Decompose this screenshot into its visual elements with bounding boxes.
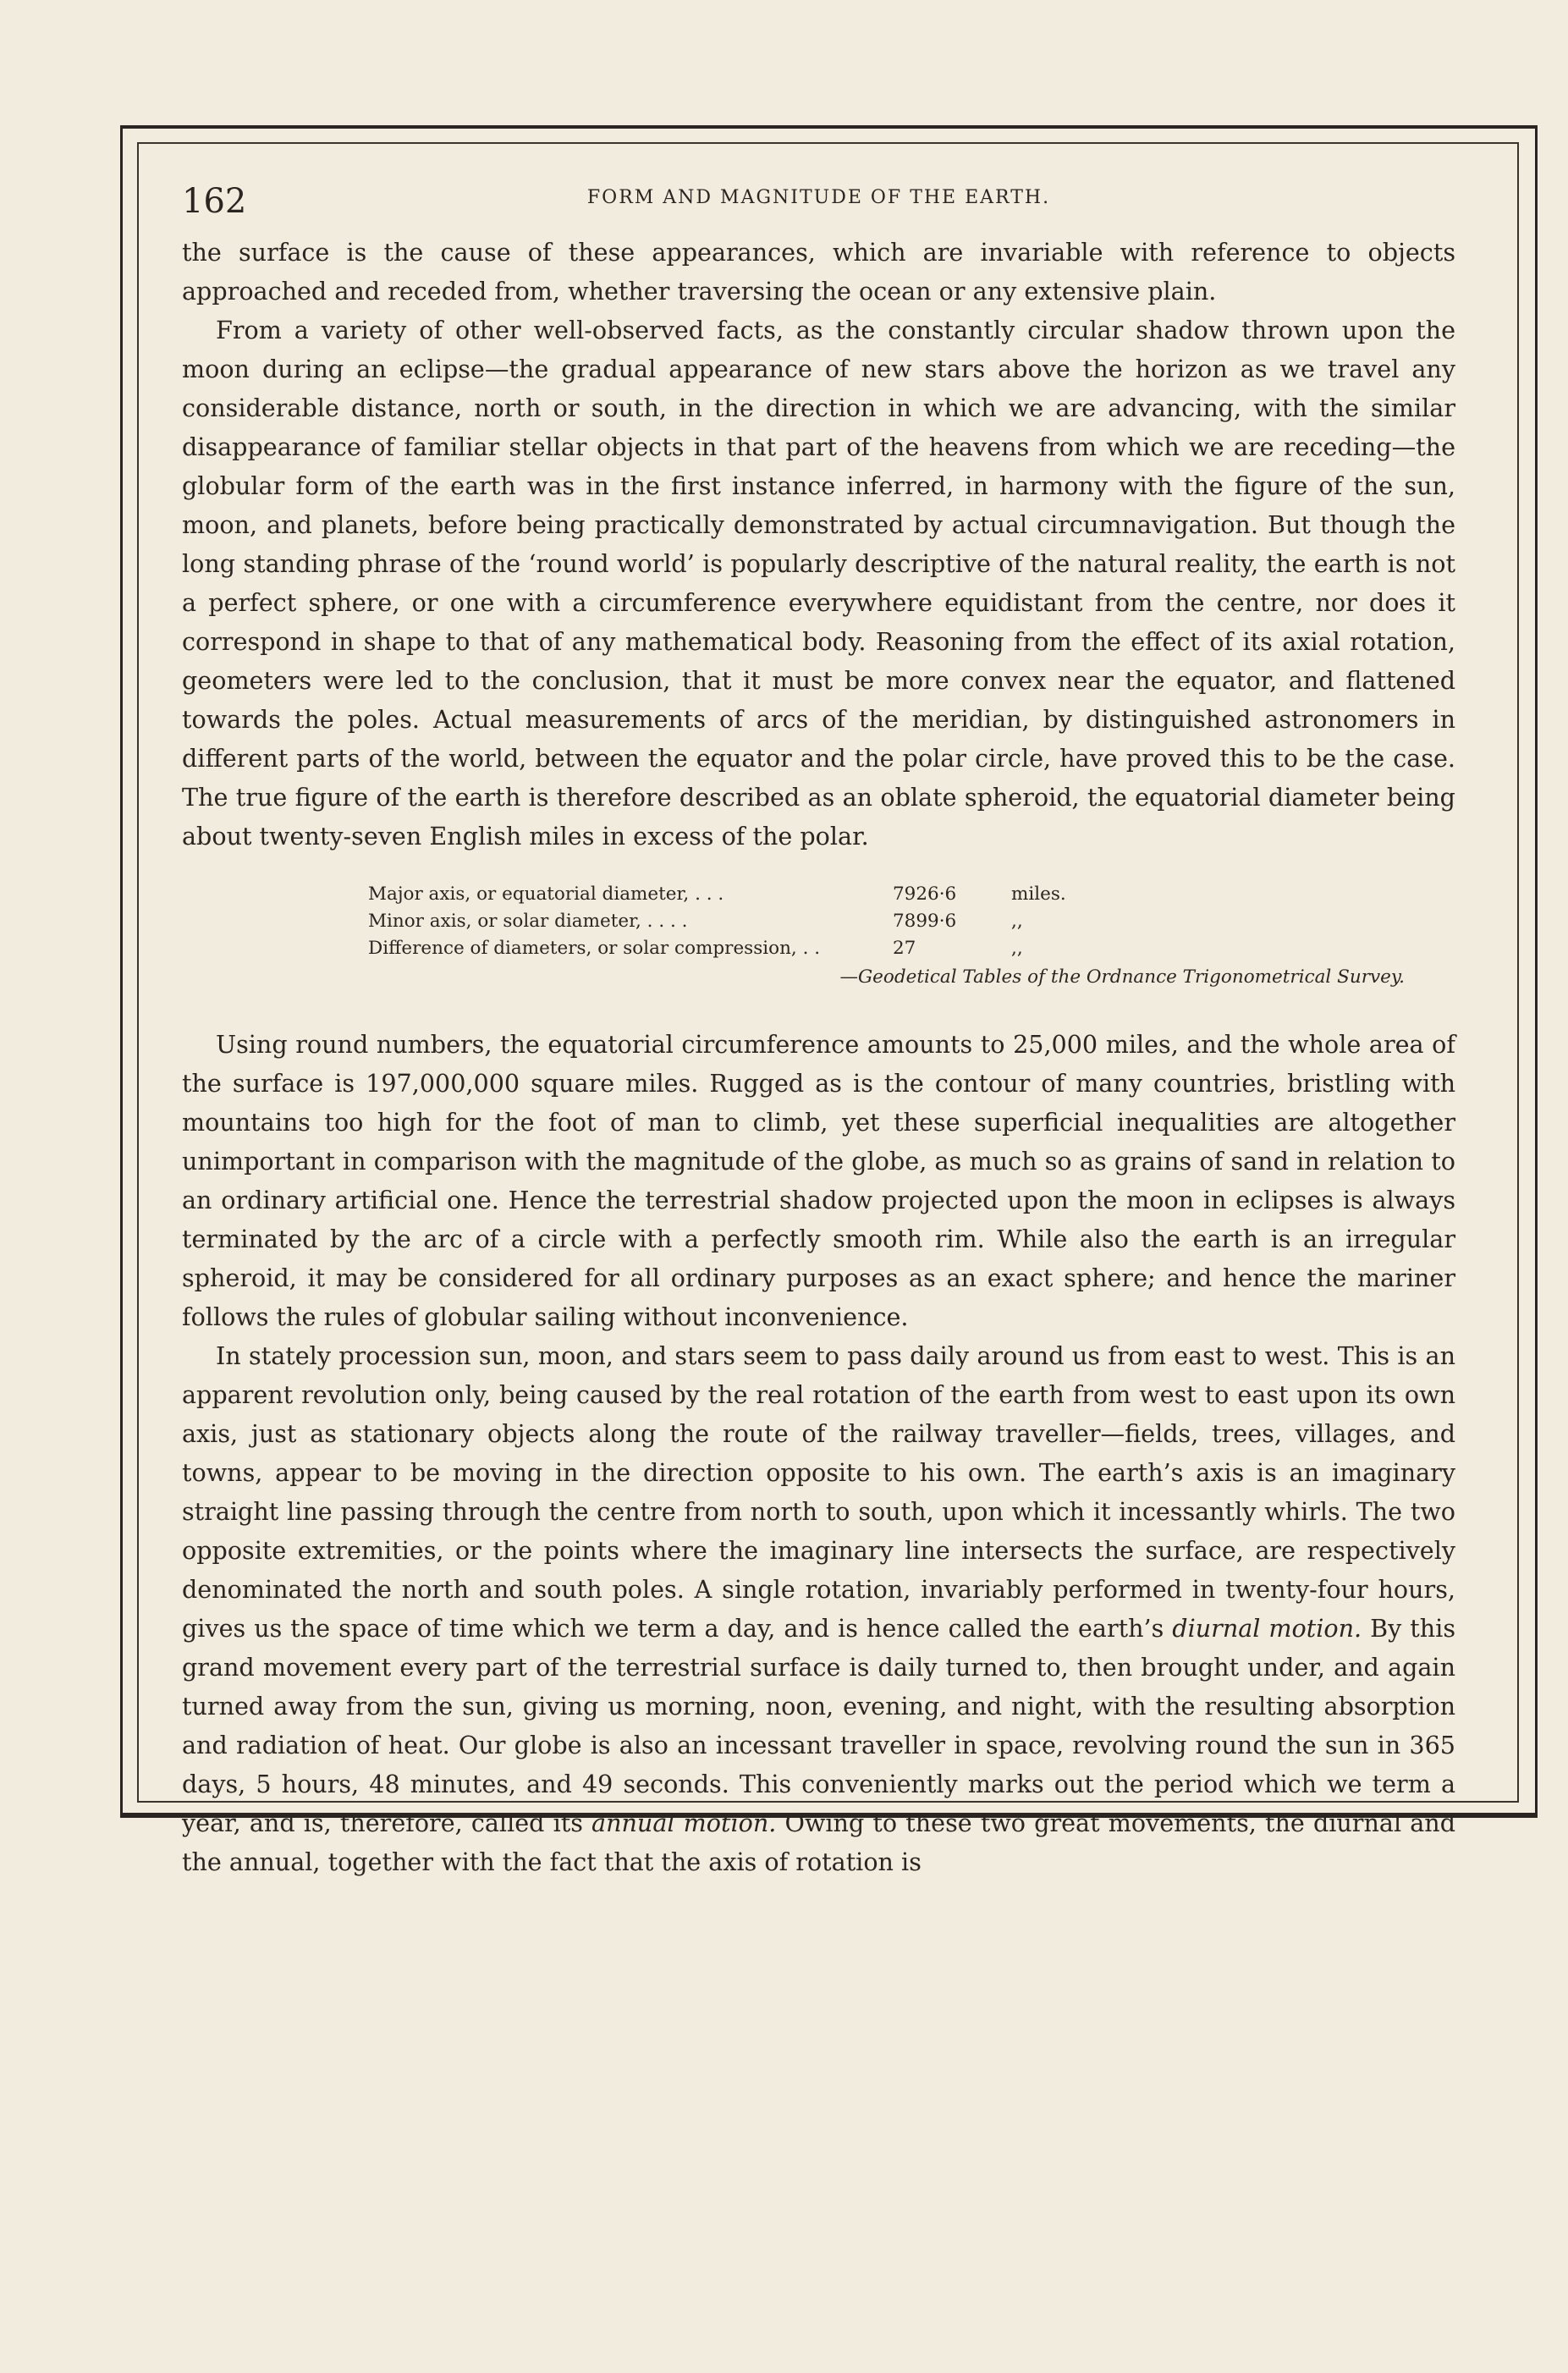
- paragraph-4: [182, 1336, 1455, 1881]
- spacer: [182, 999, 1455, 1025]
- paragraph-3: Using round numbers, the equatorial circumference amounts to 25,000 miles, and the whole area of the surface is 197,000,000 square miles. Rugged as is the contour of many countries, bristling with mountains too high for the foot of man to climb, yet these superficial inequalities are altogether unimportant in comparison with the magnitude of the globe, as much so as grains of sand in relation to an ordinary artificial one. Hence the terrestrial shadow projected upon the moon in eclipses is always terminated by the arc of a circle with a perfectly smooth rim. While also the earth is an irregular spheroid, it may be considered for all ordinary purposes as an exact sphere; and hence the mariner follows the rules of globular sailing without inconvenience.: [182, 1030, 1455, 1331]
- paragraph-2: From a variety of other well-observed facts, as the constantly circular shadow thrown upon the moon during an eclipse—the gradual appearance of new stars above the horizon as we travel any considerable distance, north or south, in the direction in which we are advancing, with the similar disappearance of familiar stellar objects in that part of the heavens from which we are receding—the globular form of the earth was in the first instance inferred, in harmony with the figure of the sun, moon, and planets, before being practically demonstrated by actual circumnavigation. But though the long standing phrase of the ‘round world’ is popularly descriptive of the natural reality, the earth is not a perfect sphere, or one with a circumference everywhere equidistant from the centre, nor does it correspond in shape to that of any mathematical body. Reasoning from the effect of its axial rotation, geometers were led to the conclusion, that it must be more convex near the equator, and flattened towards the poles. Actual measurements of arcs of the meridian, by distinguished astronomers in different parts of the world, between the equator and the polar circle, have proved this to be the case. The true figure of the earth is therefore described as an oblate spheroid, the equatorial diameter being about twenty-seven English miles in excess of the polar.: [182, 316, 1455, 851]
- row-label: Minor axis, or solar diameter, . . . .: [368, 911, 688, 932]
- row-unit: ,,: [1011, 938, 1023, 959]
- table-row: [368, 881, 1430, 908]
- running-title: FORM AND MAGNITUDE OF THE EARTH.: [586, 187, 1051, 208]
- term-diurnal-motion: diurnal motion.: [1172, 1614, 1362, 1643]
- paragraph-4-text-b: By this grand movement every part of the terrestrial surface is daily turned to, then brought under, and again turned away from the sun, giving us morning, noon, evening, and night, with the resulting absorption and radiation of heat. Our globe is also an incessant traveller in space, revolving round the sun in 365 days, 5 hours, 48 minutes, and 49 seconds. This conveniently marks out the period which we term a year, and is, therefore, called its: [182, 1614, 1455, 1837]
- row-value: 7899·6: [893, 911, 957, 932]
- row-unit: miles.: [1011, 884, 1066, 905]
- page-number: 162: [182, 182, 247, 221]
- table-row: [368, 935, 1430, 962]
- paragraph-1: the surface is the cause of these appearances, which are invariable with reference to objects approached and receded from, whether traversing the ocean or any extensive plain.: [182, 238, 1455, 306]
- paragraph-4-text-a: In stately procession sun, moon, and stars seem to pass daily around us from east to west. This is an apparent revolution only, being caused by the real rotation of the earth from west to east upon its own axis, just as stationary objects along the route of the railway traveller—fields, trees, villages, and towns, appear to be moving in the direction opposite to his own. The earth’s axis is an imaginary straight line passing through the centre from north to south, upon which it incessantly whirls. The two opposite extremities, or the points where the imaginary line intersects the surface, are respectively denominated the north and south poles. A single rotation, invariably performed in twenty-four hours, gives us the space of time which we term a day, and is hence called the earth’s: [182, 1341, 1455, 1643]
- measurements-table: [182, 881, 1455, 991]
- running-head: [182, 173, 1455, 233]
- row-label: Difference of diameters, or solar compression, . .: [368, 938, 821, 959]
- paragraph-4-text-c: Owing to these two great movements, the diurnal and the annual, together with the fact that the axis of rotation is: [182, 1809, 1455, 1876]
- table-source: —Geodetical Tables of the Ordnance Trigonometrical Survey.: [839, 966, 1405, 988]
- row-value: 7926·6: [893, 884, 957, 905]
- table-row: [368, 908, 1430, 935]
- page-content: [182, 173, 1455, 1881]
- row-unit: ,,: [1011, 911, 1023, 932]
- row-label: Major axis, or equatorial diameter, . . .: [368, 884, 724, 905]
- term-annual-motion: annual motion.: [591, 1809, 777, 1837]
- row-value: 27: [893, 938, 916, 959]
